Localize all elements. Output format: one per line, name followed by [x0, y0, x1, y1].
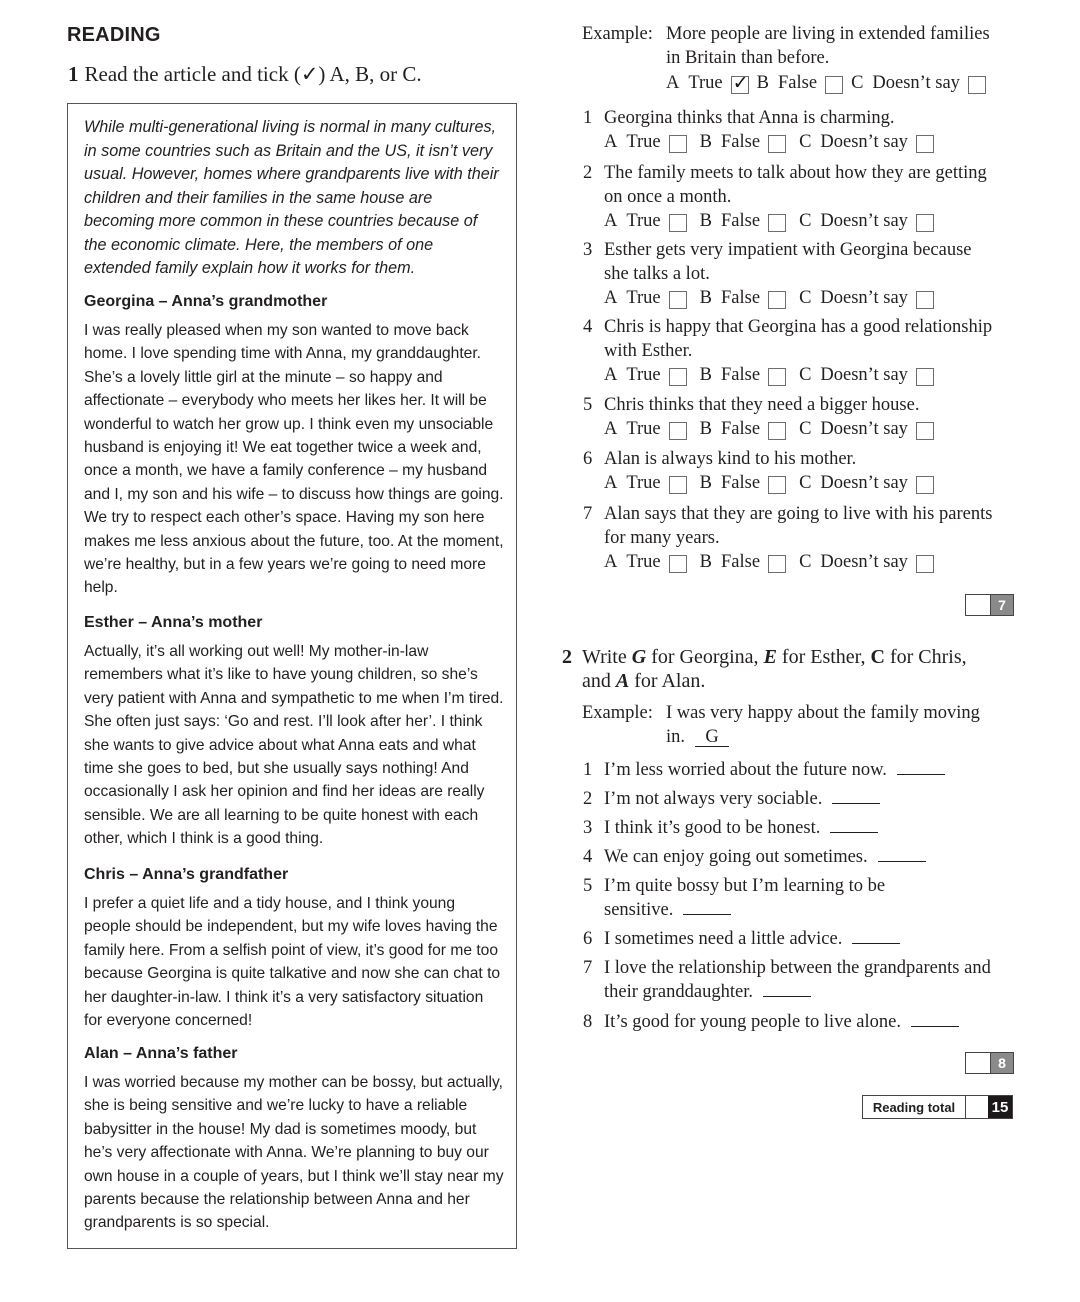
score-max: 8 — [991, 1053, 1013, 1073]
option-b: B False — [700, 132, 786, 153]
question-number: 4 — [583, 317, 593, 337]
option-c: C Doesn’t say — [799, 365, 934, 386]
example-line-1: More people are living in extended families — [666, 24, 990, 44]
question-text: Georgina thinks that Anna is charming. — [604, 108, 895, 128]
option-c: C Doesn’t say — [799, 132, 934, 153]
exercise-2-instruction: 2 Write G for Georgina, E for Esther, C for Chris, and A for Alan. — [562, 646, 967, 692]
question-text-cont: she talks a lot. — [604, 264, 710, 284]
option-b: B False — [700, 552, 786, 573]
option-a: A True — [604, 365, 687, 386]
section-title: READING — [67, 24, 161, 46]
answer-blank[interactable] — [830, 831, 878, 833]
score-max: 7 — [991, 595, 1013, 615]
speaker-text: Actually, it’s all working out well! My mother-in-law remembers what it’s like to have young children, so she’s very patient with Anna and sympathetic to me when I’m tired. She often just says: ‘Go and rest. I’ll look after her’. I think she wants to give advice about what Anna eats and what time she goes to bed, but she usually says nothing! And occasionally I ask her opinion and find her ideas are really sensible. We are all learning to be quite honest with each other, which I think is a good thing. — [84, 643, 504, 848]
item-number: 5 — [583, 876, 593, 896]
question-text-cont: on once a month. — [604, 187, 732, 207]
item-text: I think it’s good to be honest. — [604, 818, 821, 838]
option-a: A True — [604, 132, 687, 153]
answer-blank[interactable] — [911, 1025, 959, 1027]
option-b: B False — [700, 365, 786, 386]
question-number: 1 — [583, 108, 593, 128]
item-number: 6 — [583, 929, 593, 949]
speaker-text: I was really pleased when my son wanted to move back home. I love spending time with Anna, my granddaughter. She’s a lovely little girl at the minute – so happy and affectionate – everybody who meets her likes her. It will be wonderful to watch her grow up. I think even my unsociable husband is enjoying it! We eat together twice a week and, once a month, we have a family conference – my husband and I, my son and his wife – to discuss how things are going. We try to respect each other’s space. Having my son here makes me less anxious about the future, too. At the moment, we’re healthy, but in a few years we’re going to need more help. — [84, 322, 504, 597]
option-a: A True ✓ — [666, 73, 749, 94]
item-number: 1 — [583, 760, 593, 780]
answer-blank[interactable] — [852, 942, 900, 944]
speaker-esther — [84, 614, 504, 851]
speaker-text: I prefer a quiet life and a tidy house, and I think young people should be independent, but my wife loves having the family here. From a selfish point of view, it’s good for me too because Georgina is quite talkative and now she can chat to her daughter-in-law. I think it’s a very satisfactory situation for everyone concerned! — [84, 895, 501, 1030]
exercise-number: 1 — [68, 62, 79, 86]
option-c: C Doesn’t say — [799, 473, 934, 494]
example-label: Example: — [582, 24, 653, 44]
item-number: 4 — [583, 847, 593, 867]
option-c: C Doesn’t say — [799, 552, 934, 573]
item-text: I sometimes need a little advice. — [604, 929, 843, 949]
speaker-georgina — [84, 293, 504, 600]
option-c: C Doesn’t say — [799, 419, 934, 440]
item-text-cont: their granddaughter. — [604, 982, 753, 1002]
question-number: 6 — [583, 449, 593, 469]
option-a: A True — [604, 552, 687, 573]
question-number: 3 — [583, 240, 593, 260]
item-number: 8 — [583, 1012, 593, 1032]
item-number: 7 — [583, 958, 593, 978]
option-b: B False — [757, 73, 843, 94]
option-b: B False — [700, 211, 786, 232]
option-c: C Doesn’t say — [799, 211, 934, 232]
question-text-cont: for many years. — [604, 528, 720, 548]
answer-blank[interactable] — [763, 995, 811, 997]
item-text: I love the relationship between the grandparents and — [604, 958, 991, 978]
exercise-2-items — [583, 0, 1023, 1050]
question-number: 5 — [583, 395, 593, 415]
item-number: 3 — [583, 818, 593, 838]
exercise-2-example: Example: I was very happy about the family moving in. G — [582, 703, 980, 747]
answer-blank[interactable] — [878, 860, 926, 862]
answer-blank[interactable] — [683, 913, 731, 915]
item-text: We can enjoy going out sometimes. — [604, 847, 868, 867]
reading-total-entry[interactable] — [966, 1096, 988, 1118]
speaker-chris — [84, 866, 504, 1032]
speaker-name: Esther – Anna’s mother — [84, 614, 263, 631]
item-text: I’m not always very sociable. — [604, 789, 823, 809]
option-a: A True — [604, 419, 687, 440]
question-text: Esther gets very impatient with Georgina because — [604, 240, 972, 260]
question-text: Alan says that they are going to live with his parents — [604, 504, 993, 524]
speaker-name: Alan – Anna’s father — [84, 1045, 238, 1062]
item-text: It’s good for young people to live alone. — [604, 1012, 901, 1032]
reading-total-value: 15 — [988, 1096, 1012, 1118]
answer-blank[interactable] — [832, 802, 880, 804]
question-number: 7 — [583, 504, 593, 524]
question-number: 2 — [583, 163, 593, 183]
option-c: C Doesn’t say — [851, 73, 986, 94]
article-box — [67, 103, 517, 1249]
speaker-text: I was worried because my mother can be bossy, but actually, she is being sensitive and we’re lucky to have a reliable babysitter in the house! My dad is sometimes moody, but he’s very affectionate with Anna. We’re planning to buy our own house in a couple of years, but I think we’ll stay near my parents because the relationship between Anna and her grandparents is so special. — [84, 1074, 504, 1232]
question-text: Chris thinks that they need a bigger house. — [604, 395, 920, 415]
item-text: I’m less worried about the future now. — [604, 760, 887, 780]
question-text: The family meets to talk about how they are getting — [604, 163, 987, 183]
exercise-1-instruction — [68, 62, 422, 87]
option-a: A True — [604, 211, 687, 232]
option-a: A True — [604, 288, 687, 309]
article-intro: While multi-generational living is normal in many cultures, in some countries such as Britain and the US, it isn’t very usual. However, homes where grandparents live with their children and their families in the same house are becoming more common in these countries because of the economic climate. Here, the members of one extended family explain how it works for them. — [84, 118, 499, 277]
option-a: A True — [604, 473, 687, 494]
item-text-cont: sensitive. — [604, 900, 674, 920]
option-c: C Doesn’t say — [799, 288, 934, 309]
instruction-text: Read the article and tick (✓) A, B, or C. — [84, 62, 422, 86]
question-text: Alan is always kind to his mother. — [604, 449, 857, 469]
reading-total-label: Reading total — [863, 1096, 966, 1118]
question-text-cont: with Esther. — [604, 341, 693, 361]
answer-blank[interactable] — [897, 773, 945, 775]
speaker-name: Georgina – Anna’s grandmother — [84, 293, 328, 310]
option-b: B False — [700, 419, 786, 440]
item-text: I’m quite bossy but I’m learning to be — [604, 876, 886, 896]
speaker-alan — [84, 1045, 504, 1235]
question-text: Chris is happy that Georgina has a good relationship — [604, 317, 993, 337]
option-b: B False — [700, 288, 786, 309]
speaker-name: Chris – Anna’s grandfather — [84, 866, 289, 883]
score-entry[interactable] — [966, 1053, 991, 1073]
item-number: 2 — [583, 789, 593, 809]
example-answer: G — [695, 728, 729, 747]
option-b: B False — [700, 473, 786, 494]
exercise-2-score — [965, 1052, 1014, 1074]
reading-total — [862, 1095, 1013, 1119]
example-line-2: in Britain than before. — [666, 48, 830, 68]
